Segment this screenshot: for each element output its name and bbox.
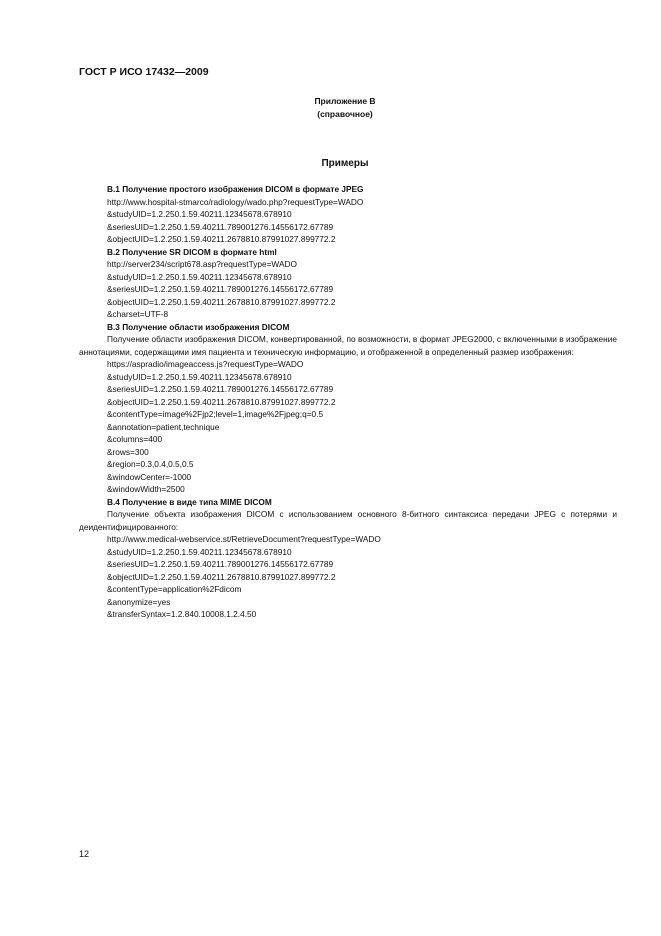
b1-param: &seriesUID=1.2.250.1.59.40211.789001276.14556172.67789 — [107, 221, 334, 232]
b3-param: &seriesUID=1.2.250.1.59.40211.789001276.14556172.67789 — [107, 384, 334, 394]
b2-url: http://server234/script678.asp?requestType=WADO — [107, 259, 297, 269]
b1-heading: В.1 Получение простого изображения DICOM в формате JPEG — [107, 184, 364, 194]
annex-title: Приложение В — [314, 96, 376, 106]
b3-param: &annotation=patient,technique — [107, 421, 220, 432]
b3-param: &columns=400 — [107, 434, 163, 444]
b4-param: &seriesUID=1.2.250.1.59.40211.789001276.14556172.67789 — [107, 559, 334, 569]
b3-param: &windowWidth=2500 — [107, 484, 185, 494]
b4-url: http://www.medical-webservice.st/RetrieveDocument?requestType=WADO — [107, 534, 381, 544]
b4-param: &objectUID=1.2.250.1.59.40211.2678810.87991027.899772.2 — [107, 571, 336, 582]
b3-paragraph: Получение области изображения DICOM, конвертированной, по возможности, в формат JPEG2000, с включенными в изображение аннотациями, содержащими имя пациента и техническую информацию, и отображенной в определенный размер изображения: — [79, 334, 617, 357]
b3-param: &region=0.3,0.4,0.5,0.5 — [107, 459, 194, 469]
b4-param: &studyUID=1.2.250.1.59.40211.12345678.678910 — [107, 546, 292, 557]
b2-heading: В.2 Получение SR DICOM в формате html — [107, 246, 277, 257]
b2-param: &charset=UTF-8 — [107, 309, 169, 319]
b1-param: &studyUID=1.2.250.1.59.40211.12345678.678910 — [107, 209, 292, 219]
b3-heading: В.3 Получение области изображения DICOM — [107, 321, 290, 332]
b1-param: &objectUID=1.2.250.1.59.40211.2678810.87991027.899772.2 — [107, 234, 336, 244]
page-number: 12 — [79, 849, 90, 859]
b3-param: &studyUID=1.2.250.1.59.40211.12345678.678910 — [107, 371, 292, 382]
document-id: ГОСТ Р ИСО 17432—2009 — [79, 66, 209, 78]
b2-param: &studyUID=1.2.250.1.59.40211.12345678.678910 — [107, 271, 292, 282]
b4-heading: В.4 Получение в виде типа MIME DICOM — [107, 496, 272, 507]
examples-content — [79, 183, 617, 621]
b3-url: https://aspradio/imageaccess.js?requestType=WADO — [107, 359, 304, 369]
b3-param: &rows=300 — [107, 446, 149, 457]
b3-param: &contentType=image%2Fjp2;level=1,image%2Fjpeg;q=0.5 — [107, 409, 324, 419]
b4-param: &transferSyntax=1.2.840.10008.1.2.4.50 — [107, 609, 257, 619]
b3-param: &windowCenter=-1000 — [107, 471, 192, 482]
b2-param: &objectUID=1.2.250.1.59.40211.2678810.87991027.899772.2 — [107, 296, 336, 307]
b3-param: &objectUID=1.2.250.1.59.40211.2678810.87991027.899772.2 — [107, 396, 336, 407]
b4-paragraph: Получение объекта изображения DICOM с использованием основного 8-битного синтаксиса передачи JPEG с потерями и деидентифицированного: — [79, 509, 617, 532]
annex-subtitle: (справочное) — [317, 109, 373, 119]
b4-param: &anonymize=yes — [107, 596, 171, 607]
b2-param: &seriesUID=1.2.250.1.59.40211.789001276.14556172.67789 — [107, 284, 334, 294]
b4-param: &contentType=application%2Fdicom — [107, 584, 242, 594]
section-title: Примеры — [321, 158, 369, 169]
b1-url: http://www.hospital-stmarco/radiology/wado.php?requestType=WADO — [107, 196, 364, 207]
